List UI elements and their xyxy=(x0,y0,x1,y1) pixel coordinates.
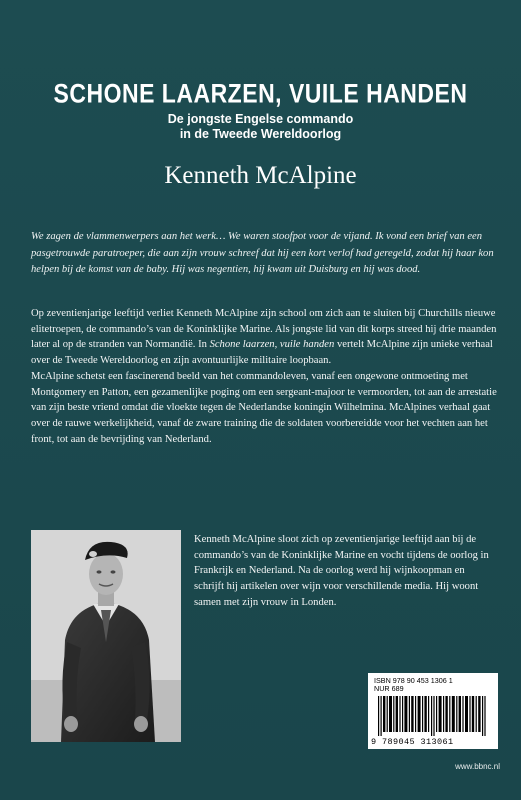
book-title: SCHONE LAARZEN, VUILE HANDEN xyxy=(53,77,468,109)
author-bio: Kenneth McAlpine sloot zich op zeventienjarige leeftijd aan bij de commando’s van de Koninklijke Marine en vocht tijdens de oorlog in Frankrijk en Nederland. Na de oorlog werd hij wijnkoopman en schrijft hij artikelen over wijn voor verschillende media. Hij woont samen met zijn vrouw in Londen. xyxy=(194,534,489,608)
author-photo xyxy=(31,530,181,742)
author-portrait-icon xyxy=(31,530,181,742)
book-subtitle xyxy=(0,112,521,142)
subtitle-line-2: in de Tweede Wereldoorlog xyxy=(179,127,342,141)
blurb-book-title: Schone laarzen, vuile handen xyxy=(209,339,335,351)
blurb-p1-end: vertelt McAlpine zijn unieke verhaal over de Tweede Wereldoorlog en zijn avontuurlijke militaire loopbaan. xyxy=(31,339,493,367)
blurb-paragraph-1 xyxy=(31,306,501,369)
author-name: Kenneth McAlpine xyxy=(164,162,357,189)
subtitle-line-1: De jongste Engelse commando xyxy=(167,112,354,126)
barcode-box xyxy=(368,673,498,749)
isbn-number: ISBN 978 90 453 1306 1 xyxy=(374,676,453,685)
blurb-text xyxy=(31,306,501,447)
barcode-icon xyxy=(376,696,490,736)
barcode-digits: 9 789045 313061 xyxy=(371,737,454,747)
blurb-paragraph-2: McAlpine schetst een fascinerend beeld van het commandoleven, vanaf een ongewone ontmoeting met Montgomery en Patton, een gezamenlijke poging om een sergeant-majoor te vermoorden, tot aan de arrestatie van zijn beste vriend omdat die vloekte tegen de Nederlandse koningin Wilhelmina. McAlpines verhaal gaat over de rauwe werkelijkheid, vanaf de zware training die de soldaten voorbereidde voor het vechten aan het front, tot aan de bevrijding van Nederland. xyxy=(31,370,497,445)
nur-code: NUR 689 xyxy=(374,684,404,693)
quote-excerpt: We zagen de vlammenwerpers aan het werk… We waren stoofpot voor de vijand. Ik vond een brief van een pasgetrouwde paratroeper, die aan zijn vrouw schreef dat hij een kort verlof had geregeld, zodat hij haar kon helpen bij de komst van de baby. Hij was negentien, hij kwam uit Duisburg en hij was dood. xyxy=(31,231,494,275)
blurb-p1-start: Op zeventienjarige leeftijd verliet Kenneth McAlpine zijn school om zich aan te sluiten bij Churchills nieuwe elitetroepen, de commando’s van de Koninklijke Marine. Als jongste lid van dit korps streed hij drie maanden later al op de stranden van Normandië. In xyxy=(31,308,497,351)
publisher-website: www.bbnc.nl xyxy=(455,762,500,771)
